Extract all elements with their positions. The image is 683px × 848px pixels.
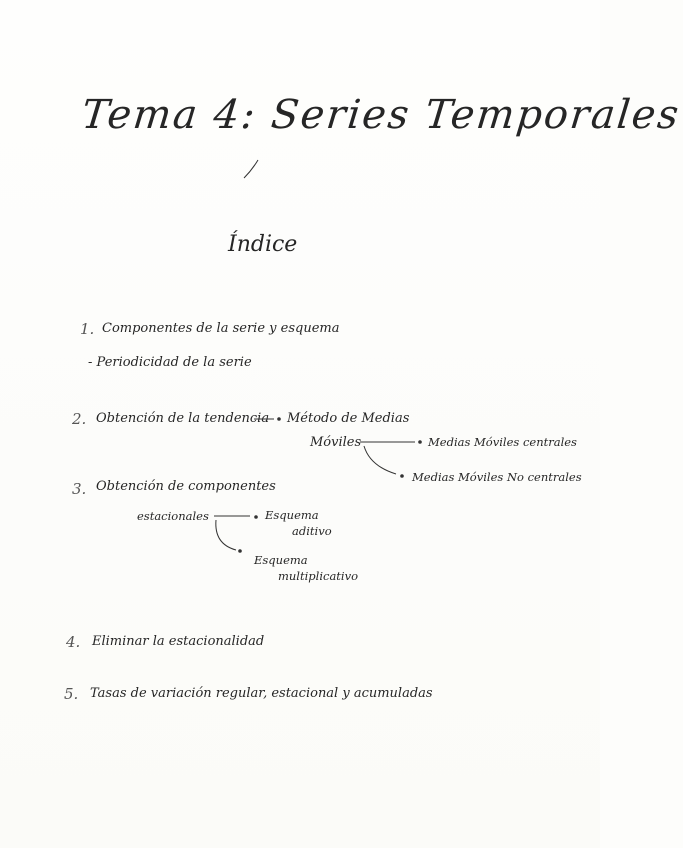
item-5-text: Tasas de variación regular, estacional y acumuladas (90, 686, 433, 701)
item-2-branch-noncentral: Medias Móviles No centrales (412, 470, 582, 484)
item-3-cont: estacionales (137, 509, 209, 523)
item-3-branch-line-2 (216, 520, 236, 550)
item-1-text: Componentes de la serie y esquema (102, 321, 340, 336)
item-2-number: 2. (72, 410, 87, 428)
item-2-method-cont: Móviles (310, 435, 362, 450)
item-2-arrow-dot (277, 417, 281, 421)
item-3-number: 3. (72, 480, 87, 498)
item-4-text: Eliminar la estacionalidad (92, 634, 265, 649)
item-5-number: 5. (64, 685, 79, 703)
item-3-branch-mult-b: multiplicativo (278, 569, 359, 583)
item-3-text: Obtención de componentes (96, 479, 276, 494)
index-heading: Índice (228, 232, 298, 257)
item-2-method: Método de Medias (287, 411, 410, 426)
title-flourish (244, 160, 258, 178)
item-1-number: 1. (80, 320, 95, 338)
item-4-number: 4. (66, 633, 81, 651)
item-2-branch-line-2 (364, 446, 396, 474)
item-3-branch-dot-2 (238, 549, 242, 553)
page-title: Tema 4: Series Temporales (79, 92, 683, 138)
item-3-branch-additive-a: Esquema (265, 508, 319, 522)
item-3-branch-dot-1 (254, 515, 258, 519)
item-2-text: Obtención de la tendencia (96, 411, 270, 426)
item-2-branch-central: Medias Móviles centrales (428, 435, 577, 449)
item-1-subitem: - Periodicidad de la serie (88, 355, 252, 370)
item-3-branch-additive-b: aditivo (292, 524, 332, 538)
item-3-branch-mult-a: Esquema (254, 553, 308, 567)
item-2-branch-dot-1 (418, 440, 422, 444)
item-2-branch-dot-2 (400, 474, 404, 478)
